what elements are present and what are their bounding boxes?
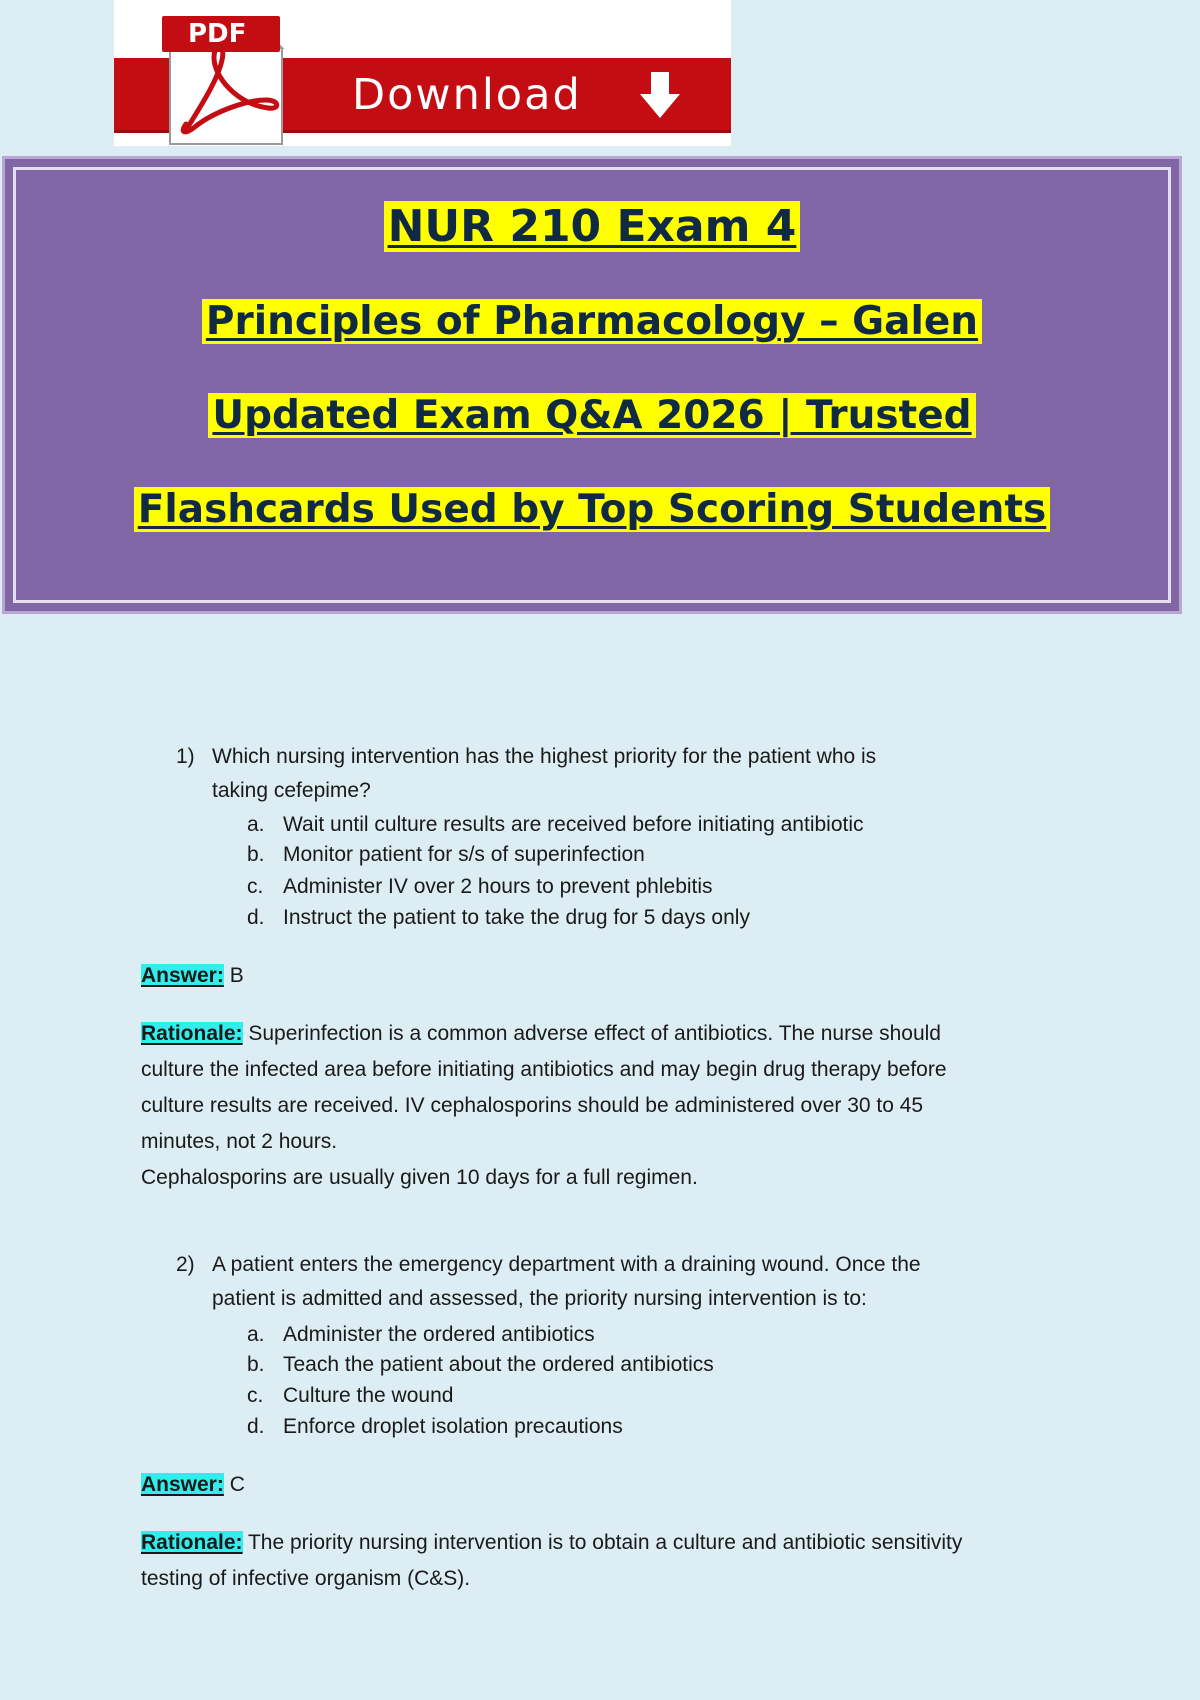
answer-label: Answer: xyxy=(141,1473,224,1496)
question-number: 2) xyxy=(176,1253,195,1276)
question-2-answer xyxy=(141,1467,1041,1503)
question-number: 1) xyxy=(176,745,195,768)
flashcard-subtitle: Flashcards Used by Top Scoring Students xyxy=(134,487,1050,532)
question-1-option-d: d. Instruct the patient to take the drug for 5 days only xyxy=(247,906,750,929)
question-2-option-d: d. Enforce droplet isolation precautions xyxy=(247,1415,623,1438)
pdf-label: PDF xyxy=(162,16,280,52)
question-stem-line: patient is admitted and assessed, the priority nursing intervention is to: xyxy=(212,1287,867,1310)
question-1-rationale xyxy=(141,1016,1041,1196)
title-box xyxy=(2,156,1182,614)
rationale-label: Rationale: xyxy=(141,1022,243,1045)
rationale-text: The priority nursing intervention is to obtain a culture and antibiotic sensitivity xyxy=(247,1531,963,1554)
title-line-1 xyxy=(5,201,1179,252)
question-stem-line: A patient enters the emergency department with a draining wound. Once the xyxy=(212,1253,921,1276)
answer-value: B xyxy=(229,964,244,987)
rationale-text: Cephalosporins are usually given 10 days for a full regimen. xyxy=(141,1166,698,1189)
rationale-label: Rationale: xyxy=(141,1531,243,1554)
download-arrow-icon xyxy=(636,70,684,120)
update-subtitle: Updated Exam Q&A 2026 | Trusted xyxy=(208,393,975,438)
course-subtitle: Principles of Pharmacology – Galen xyxy=(202,299,982,344)
question-1-answer xyxy=(141,958,1041,994)
question-1-option-a: a. Wait until culture results are received before initiating antibiotic xyxy=(247,813,864,836)
question-2-option-c: c. Culture the wound xyxy=(247,1384,454,1407)
rationale-text: culture results are received. IV cephalosporins should be administered over 30 to 45 xyxy=(141,1094,924,1117)
question-1-option-c: c. Administer IV over 2 hours to prevent phlebitis xyxy=(247,875,713,898)
title-line-2 xyxy=(5,299,1179,344)
pdf-download-banner[interactable] xyxy=(114,0,731,146)
pdf-file-icon xyxy=(156,8,286,146)
answer-label: Answer: xyxy=(141,964,224,987)
question-1-option-b: b. Monitor patient for s/s of superinfection xyxy=(247,843,645,866)
title-line-4 xyxy=(5,487,1179,532)
question-2-option-a: a. Administer the ordered antibiotics xyxy=(247,1323,595,1346)
question-stem-line: Which nursing intervention has the highest priority for the patient who is xyxy=(212,745,877,768)
question-2-option-b: b. Teach the patient about the ordered antibiotics xyxy=(247,1353,714,1376)
rationale-text: testing of infective organism (C&S). xyxy=(141,1567,471,1590)
question-1-stem xyxy=(176,740,976,808)
question-2-rationale xyxy=(141,1525,1041,1597)
rationale-text: Superinfection is a common adverse effect of antibiotics. The nurse should xyxy=(248,1022,941,1045)
answer-value: C xyxy=(229,1473,245,1496)
rationale-text: culture the infected area before initiating antibiotics and may begin drug therapy before xyxy=(141,1058,947,1081)
exam-title: NUR 210 Exam 4 xyxy=(384,201,801,252)
question-stem-line: taking cefepime? xyxy=(212,779,371,802)
question-2-stem xyxy=(176,1248,976,1316)
title-line-3 xyxy=(5,393,1179,438)
rationale-text: minutes, not 2 hours. xyxy=(141,1130,338,1153)
download-label[interactable]: Download xyxy=(352,70,582,120)
